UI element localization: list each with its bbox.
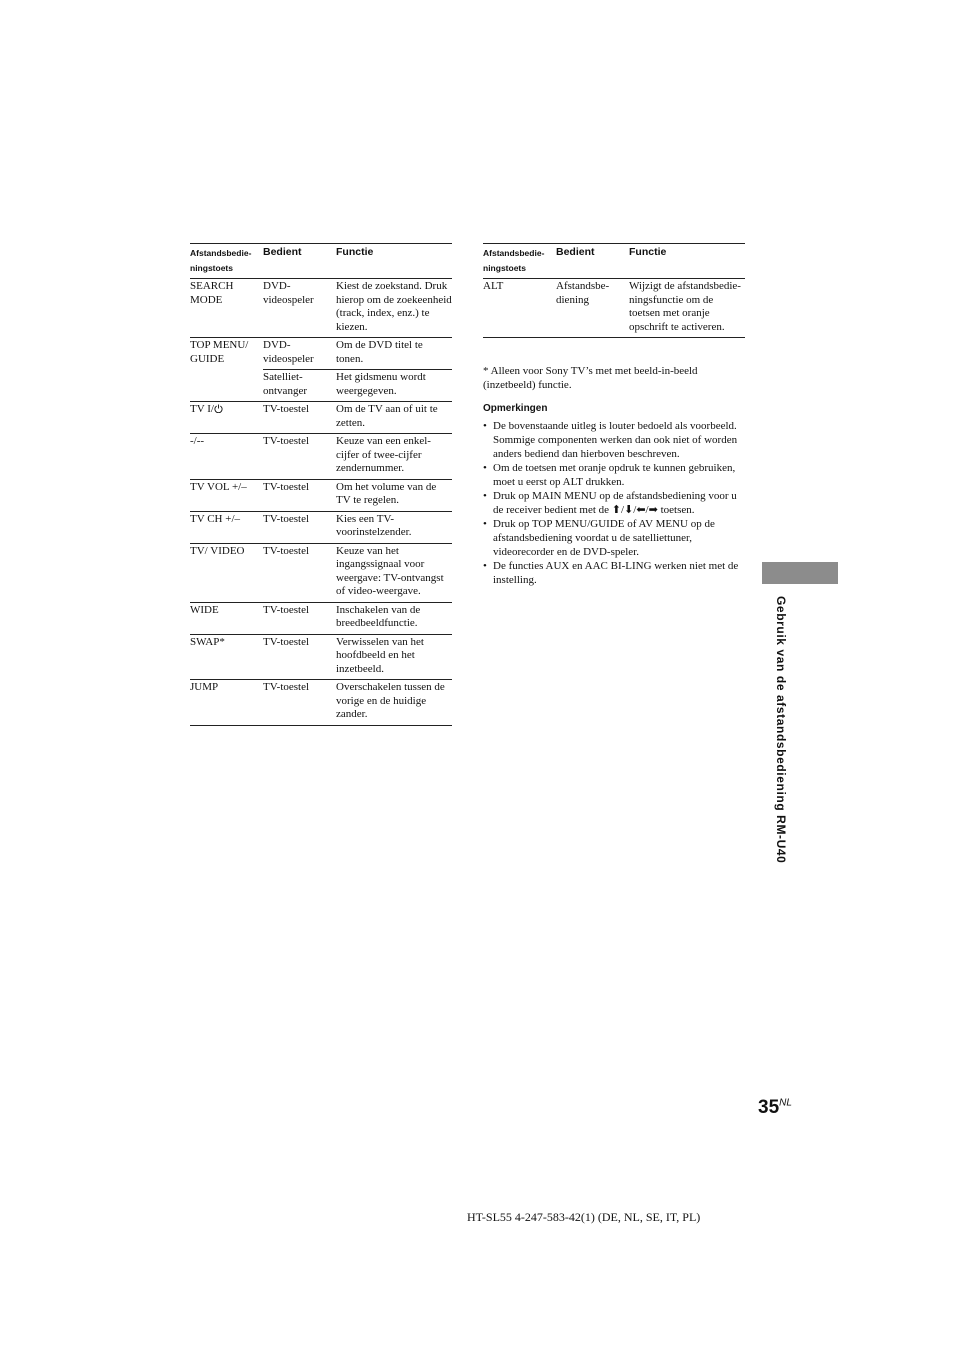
section-tab-marker <box>762 562 838 584</box>
cell-key-text: TV I/ <box>190 403 214 415</box>
cell-function: Wijzigt de afstandsbedie-ningsfunctie om de toetsen met oranje opschrift te activeren. <box>629 279 745 338</box>
header-key: Afstandsbedie-ningstoets <box>190 244 263 279</box>
table-row <box>190 511 452 543</box>
power-icon <box>214 404 223 413</box>
cell-key: TV CH +/– <box>190 511 263 543</box>
cell-function: Kies een TV-voorinstelzender. <box>336 511 452 543</box>
cell-function: Om de DVD titel te tonen. <box>336 338 452 370</box>
cell-key: TV VOL +/– <box>190 479 263 511</box>
notes-list <box>483 419 745 587</box>
cell-device: DVD-videospeler <box>263 338 336 370</box>
cell-function: Het gidsmenu wordt weergegeven. <box>336 370 452 402</box>
cell-function: Om het volume van de TV te regelen. <box>336 479 452 511</box>
cell-function: Overschakelen tussen de vorige en de huidige zander. <box>336 680 452 726</box>
cell-key: TOP MENU/ GUIDE <box>190 339 249 365</box>
note-item: • Druk op MAIN MENU op de afstandsbediening voor u de receiver bedient met de ⬆/⬇/⬅/➡ toetsen. <box>483 489 745 517</box>
table-row <box>483 279 745 338</box>
cell-key <box>190 370 263 402</box>
header-function: Functie <box>336 244 452 279</box>
cell-key: -/-- <box>190 434 263 480</box>
header-key: Afstandsbedie-ningstoets <box>483 244 556 279</box>
cell-device: TV-toestel <box>263 680 336 726</box>
cell-function: Inschakelen van de breedbeeldfunctie. <box>336 602 452 634</box>
cell-key: SEARCH MODE <box>190 279 263 338</box>
note-item: • Om de toetsen met oranje opdruk te kunnen gebruiken, moet u eerst op ALT drukken. <box>483 461 745 489</box>
cell-function: Om de TV aan of uit te zetten. <box>336 402 452 434</box>
table-row <box>190 279 452 338</box>
cell-key: SWAP* <box>190 634 263 680</box>
note-item: • Druk op TOP MENU/GUIDE of AV MENU op de afstandsbediening voordat u de satelliettuner, videorecorder en de DVD-speler. <box>483 517 745 559</box>
table-row <box>190 370 452 402</box>
header-device: Bedient <box>556 244 629 279</box>
table-row <box>190 543 452 602</box>
document-code: HT-SL55 4-247-583-42(1) (DE, NL, SE, IT, PL) <box>467 1210 701 1224</box>
cell-function: Verwisselen van het hoofdbeeld en het inzetbeeld. <box>336 634 452 680</box>
table-row <box>190 434 452 480</box>
cell-key: TV/ VIDEO <box>190 543 263 602</box>
cell-device: TV-toestel <box>263 602 336 634</box>
cell-key: ALT <box>483 279 556 338</box>
cell-function: Kiest de zoekstand. Druk hierop om de zoekeenheid (track, index, enz.) te kiezen. <box>336 279 452 338</box>
cell-key: WIDE <box>190 602 263 634</box>
cell-device: Satelliet-ontvanger <box>263 370 336 402</box>
footnote: * Alleen voor Sony TV’s met met beeld-in-beeld (inzetbeeld) functie. <box>483 365 698 391</box>
table-row <box>190 338 452 370</box>
note-item: • De functies AUX en AAC BI-LING werken niet met de instelling. <box>483 559 745 587</box>
cell-device: TV-toestel <box>263 402 336 434</box>
notes-title: Opmerkingen <box>483 403 548 414</box>
cell-key: JUMP <box>190 680 263 726</box>
section-title-vertical: Gebruik van de afstandsbediening RM-U40 <box>774 596 788 864</box>
page-language: NL <box>779 1097 792 1109</box>
cell-device: DVD-videospeler <box>263 279 336 338</box>
cell-device: TV-toestel <box>263 511 336 543</box>
remote-key-table-left <box>190 243 452 726</box>
remote-key-table-right <box>483 243 745 338</box>
note-item: • De bovenstaande uitleg is louter bedoeld als voorbeeld. Sommige componenten werken dan ook niet of worden anders bediend dan hierboven beschreven. <box>483 419 745 461</box>
cell-device: Afstandsbe-diening <box>556 279 629 338</box>
table-row <box>190 634 452 680</box>
cell-key <box>190 402 263 434</box>
page-number-value: 35 <box>758 1097 780 1118</box>
cell-device: TV-toestel <box>263 479 336 511</box>
cell-device: TV-toestel <box>263 543 336 602</box>
table-row <box>190 680 452 726</box>
table-row <box>190 602 452 634</box>
page-number <box>758 1097 792 1119</box>
table-row <box>190 402 452 434</box>
cell-device: TV-toestel <box>263 634 336 680</box>
header-device: Bedient <box>263 244 336 279</box>
cell-function: Keuze van het ingangssignaal voor weergave: TV-ontvangst of video-weergave. <box>336 543 452 602</box>
header-function: Functie <box>629 244 745 279</box>
cell-function: Keuze van een enkel-cijfer of twee-cijfer zendernummer. <box>336 434 452 480</box>
table-row <box>190 479 452 511</box>
cell-device: TV-toestel <box>263 434 336 480</box>
